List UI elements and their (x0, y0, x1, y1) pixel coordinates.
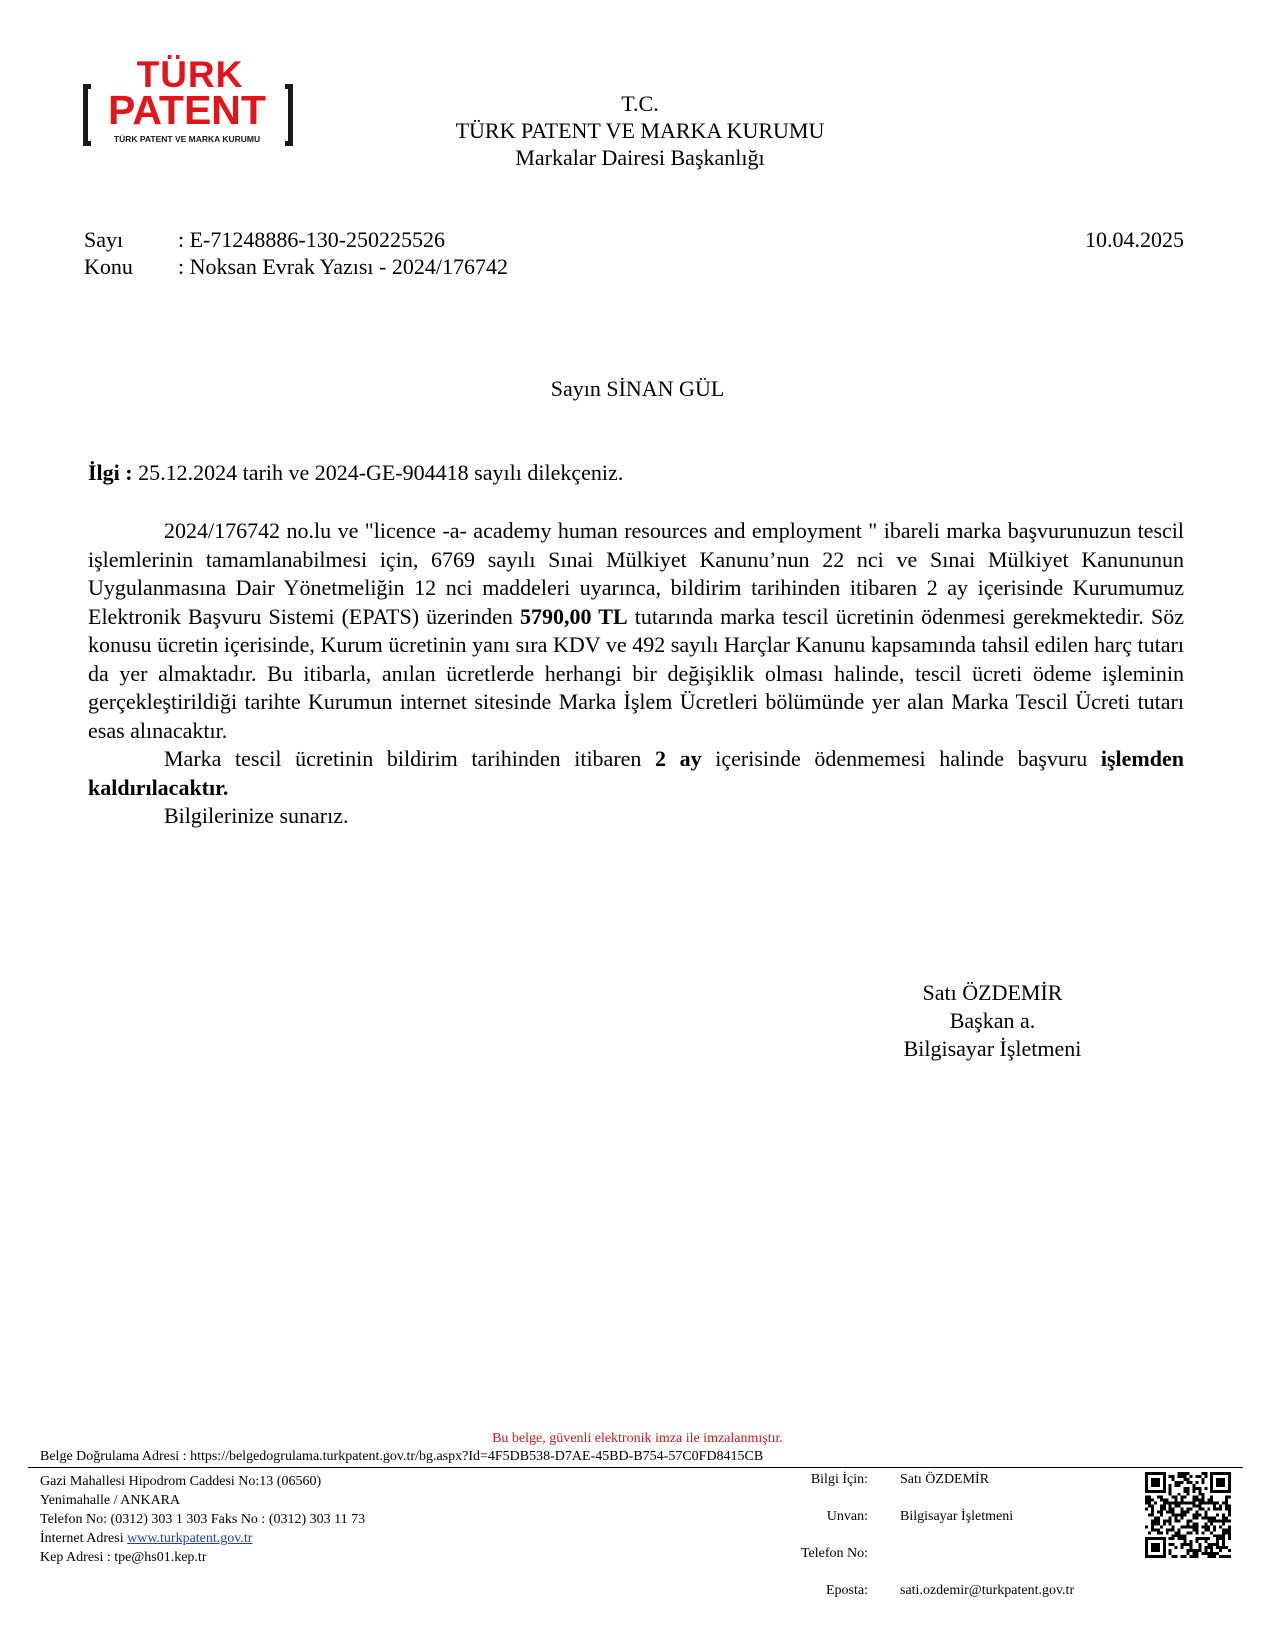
address-line-1: Gazi Mahallesi Hipodrom Caddesi No:13 (06560) (40, 1474, 322, 1489)
paragraph-3: Bilgilerinize sunarız. (164, 803, 349, 828)
logo-turk-text: TÜRK (136, 54, 244, 95)
unvan-value: Bilgisayar İşletmeni (900, 1509, 1014, 1524)
signer-title-1: Başkan a. (949, 1008, 1036, 1033)
logo-patent-text: PATENT (108, 87, 266, 133)
esign-note: Bu belge, güvenli elektronik imza ile imzalanmıştır. (492, 1431, 783, 1446)
document-date: 10.04.2025 (1085, 227, 1184, 252)
address-line-2: Yenimahalle / ANKARA (40, 1493, 181, 1508)
sayi-label: Sayı (84, 227, 124, 252)
web-address (40, 1529, 365, 1548)
paragraph-2-text-a: Marka tescil ücretinin bildirim tarihinden itibaren (164, 746, 656, 771)
reference-label: İlgi : (88, 460, 133, 485)
removal-warning-bold: işlemden kaldırılacaktır. (88, 746, 1184, 800)
header-institution: TÜRK PATENT VE MARKA KURUMU (455, 118, 825, 143)
logo-bracket-left (83, 84, 91, 146)
logo-bracket-right (285, 84, 293, 146)
info-value: Satı ÖZDEMİR (900, 1472, 990, 1487)
konu-label: Konu (84, 254, 133, 279)
kep-address: Kep Adresi : tpe@hs01.kep.tr (40, 1550, 207, 1565)
signer-name: Satı ÖZDEMİR (922, 980, 1063, 1005)
web-link[interactable]: www.turkpatent.gov.tr (127, 1531, 253, 1546)
salutation: Sayın SİNAN GÜL (550, 376, 725, 401)
paragraph-1-text-b: tutarında marka tescil ücretinin ödenmesi gerekmektedir. Söz konusu ücretin içerisinde, Kurum ücretinin yanı sıra KDV ve 492 sayılı Harçlar Kanunu kapsamında tahsil edilen harç tutarı da yer almaktadır. Bu itibarla, anılan ücretlerde herhangi bir değişiklik olması halinde, tescil ücreti ödeme işleminin gerçekleştirildiği tarihte Kurumun internet sitesinde Marka İşlem Ücretleri bölümünde yer alan Marka Tescil Ücreti tutarı esas alınacaktır. (88, 603, 1185, 743)
logo-subtitle: TÜRK PATENT VE MARKA KURUMU (113, 134, 261, 144)
unvan-label: Unvan: (826, 1509, 868, 1524)
signer-title-2: Bilgisayar İşletmeni (903, 1036, 1082, 1061)
email-label: Eposta: (826, 1583, 868, 1598)
verification-address: Belge Doğrulama Adresi : https://belgedogrulama.turkpatent.gov.tr/bg.aspx?Id=4F5DB538-D7AE-45BD-B754-57C0FD8415CB (40, 1449, 764, 1464)
qr-code-icon (1145, 1472, 1231, 1558)
footer-divider (28, 1467, 1243, 1468)
paragraph-2 (88, 745, 1184, 802)
letter-body (88, 517, 1184, 831)
turkpatent-logo (83, 56, 293, 148)
fee-amount: 5790,00 TL (520, 603, 628, 629)
header-department: Markalar Dairesi Başkanlığı (515, 145, 765, 170)
paragraph-1 (88, 517, 1184, 745)
info-label: Bilgi İçin: (810, 1472, 868, 1487)
signature-block (870, 979, 1115, 1063)
reference-line (88, 460, 623, 486)
email-value: sati.ozdemir@turkpatent.gov.tr (900, 1583, 1075, 1598)
web-label: İnternet Adresi (40, 1531, 128, 1546)
deadline-bold: 2 ay (655, 746, 702, 771)
header-tc: T.C. (621, 91, 659, 116)
sayi-value: : E-71248886-130-250225526 (178, 227, 446, 252)
paragraph-2-text-b: içerisinde ödenmemesi halinde başvuru (701, 746, 1101, 771)
phone-fax: Telefon No: (0312) 303 1 303 Faks No : (0312) 303 11 73 (40, 1512, 366, 1527)
reference-text: 25.12.2024 tarih ve 2024-GE-904418 sayılı dilekçeniz. (132, 460, 624, 485)
footer-address (40, 1472, 365, 1567)
konu-value: : Noksan Evrak Yazısı - 2024/176742 (178, 254, 508, 279)
tel-label: Telefon No: (800, 1546, 868, 1561)
paragraph-1-text-a: 2024/176742 no.lu ve "licence -a- academy human resources and employment " ibareli marka başvurunuzun tescil işlemlerinin tamamlanabilmesi için, 6769 sayılı Sınai Mülkiyet Kanunu’nun 22 nci ve Sınai Mülkiyet Kanununun Uygulanmasına Dair Yönetmeliğin 12 nci maddeleri uyarınca, bildirim tarihinden itibaren 2 ay içerisinde Kurumumuz Elektronik Başvuru Sistemi (EPATS) üzerinden (88, 518, 1184, 629)
